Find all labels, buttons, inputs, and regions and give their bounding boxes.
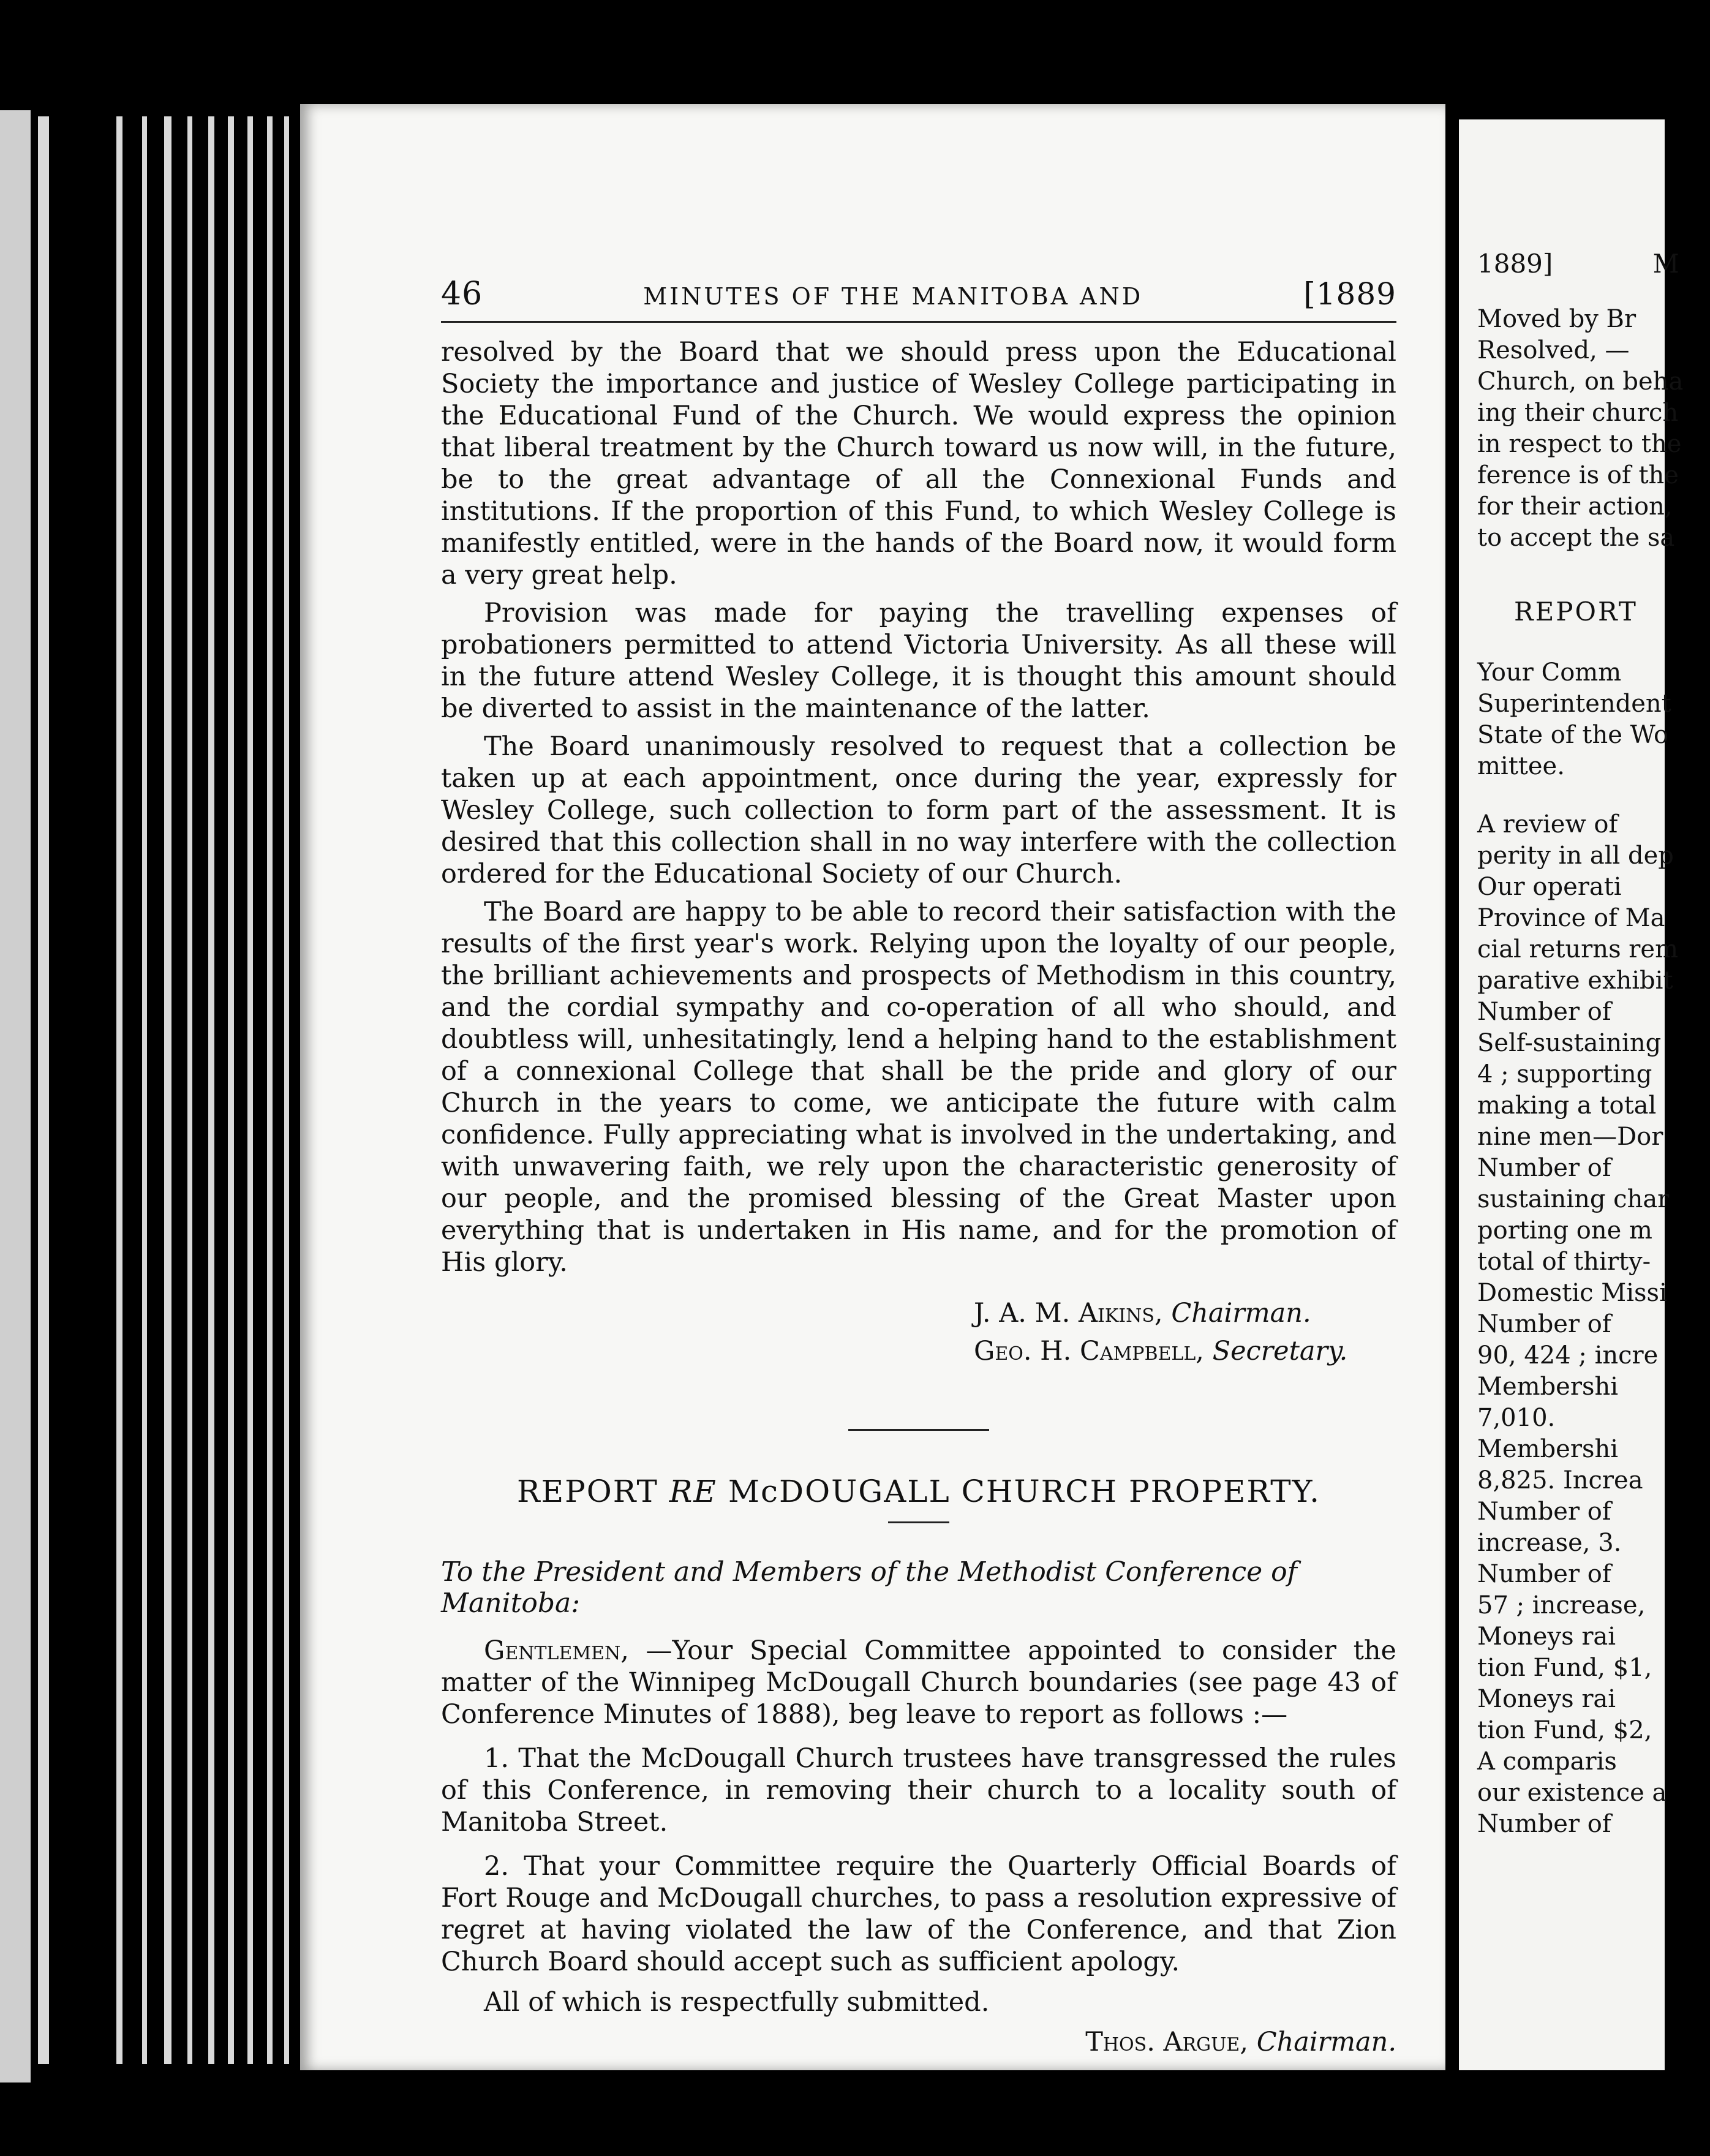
facing-line: nine men—Dor — [1477, 1123, 1663, 1151]
signer-name: Thos. Argue, — [1085, 2027, 1249, 2057]
paragraph: The Board are happy to be able to record their satisfaction with the results of the first year's work. Relying upon the loyalty of our people, the brilliant achievements and prospects of Methodism in this country, and the cordial sympathy and co-operation of all who should, and doubtless will, unhesitatingly, lend a helping hand to the establishment of a connexional College that shall be the pride and glory of our Church in the years to come, we anticipate the future with calm confidence. Fully appreciating what is involved in the undertaking, and with unwavering faith, we rely upon the characteristic generosity of our people, and the promised blessing of the Great Master upon everything that is undertaken in His name, and for the promotion of His glory. — [441, 897, 1396, 1278]
facing-line: 4 ; supporting — [1477, 1060, 1652, 1088]
page-edge-stripe — [284, 116, 289, 2064]
facing-lines-b — [1477, 657, 1710, 782]
facing-line: 57 ; increase, — [1477, 1591, 1646, 1619]
secretary-name: Geo. H. Campbell, — [974, 1336, 1204, 1366]
facing-year: 1889] — [1477, 249, 1553, 279]
report-signature — [441, 2027, 1396, 2057]
facing-line: Number of — [1477, 1810, 1611, 1838]
previous-page-edge — [0, 110, 31, 2082]
facing-line: cial returns rem — [1477, 935, 1679, 963]
paragraph: The Board unanimously resolved to request that a collection be taken up at each appointment, once during the year, expressly for Wesley College, such collection to form part of the assessment. It is desired that this collection shall in no way interfere with the collection ordered for the Educational Society of our Church. — [441, 731, 1396, 889]
title-underline — [888, 1521, 949, 1523]
chairman-name: J. A. M. Aikins, — [974, 1298, 1163, 1329]
facing-line: Moneys rai — [1477, 1685, 1616, 1713]
facing-line: tion Fund, $2, — [1477, 1716, 1652, 1744]
report-title-post: McDOUGALL CHURCH PROPERTY. — [728, 1474, 1321, 1509]
facing-line: Number of — [1477, 1560, 1611, 1588]
secretary-signature — [974, 1332, 1396, 1370]
report-item: 1. That the McDougall Church trustees have transgressed the rules of this Conference, in removing their church to a locality south of Manitoba Street. — [441, 1743, 1396, 1838]
page-number: 46 — [441, 276, 483, 312]
facing-line: total of thirty- — [1477, 1248, 1651, 1276]
signature-block — [441, 1294, 1396, 1370]
facing-line: ference is of the — [1477, 461, 1679, 489]
facing-line: Resolved, — — [1477, 336, 1630, 364]
facing-line: tion Fund, $1, — [1477, 1654, 1652, 1682]
facing-line: 7,010. — [1477, 1404, 1556, 1432]
page-edge-stripe — [267, 116, 273, 2064]
facing-line: in respect to the — [1477, 430, 1682, 458]
facing-line: Self-sustaining — [1477, 1029, 1662, 1057]
facing-line: Province of Ma — [1477, 904, 1665, 932]
facing-line: Your Comm — [1477, 658, 1622, 687]
page-edge-stripe — [228, 116, 234, 2064]
facing-head-letter: M — [1652, 249, 1679, 279]
facing-running-head — [1477, 248, 1710, 279]
paragraph: resolved by the Board that we should press upon the Educational Society the importance and justice of Wesley College participating in the Educational Fund of the Church. We would express the opinion that liberal treatment by the Church toward us now will, in the future, be to the great advantage of all the Connexional Funds and institutions. If the proportion of this Fund, to which Wesley College is manifestly entitled, were in the hands of the Board now, it would form a very great help. — [441, 337, 1396, 590]
report-title — [441, 1474, 1396, 1509]
book-edge — [0, 0, 303, 2156]
facing-line: parative exhibit — [1477, 967, 1673, 995]
facing-line: State of the Wo — [1477, 721, 1669, 749]
facing-line: for their action, — [1477, 492, 1673, 521]
page-edge-stripe — [164, 116, 171, 2064]
facing-line: Church, on beha — [1477, 368, 1684, 396]
facing-lines-c — [1477, 809, 1710, 1840]
facing-line: increase, 3. — [1477, 1529, 1622, 1557]
document-page — [300, 104, 1445, 2070]
facing-line: sustaining char — [1477, 1185, 1670, 1213]
running-head — [441, 276, 1396, 323]
facing-line: Membershi — [1477, 1435, 1619, 1463]
page-edge-stripe — [247, 116, 253, 2064]
facing-line: mittee. — [1477, 752, 1565, 780]
chairman-title: Chairman. — [1171, 1298, 1311, 1329]
facing-line: Number of — [1477, 1498, 1611, 1526]
facing-page-content — [1477, 248, 1710, 1840]
page-edge-stripe — [208, 116, 214, 2064]
facing-line: A comparis — [1477, 1747, 1617, 1776]
intro-text: —Your Special Committee appointed to consider the matter of the Winnipeg McDougall Church boundaries (see page 43 of Conference Minutes of 1888), beg leave to report as follows :— — [441, 1635, 1396, 1730]
facing-line: Number of — [1477, 1310, 1611, 1338]
chairman-signature — [974, 1294, 1396, 1332]
facing-line: Our operati — [1477, 873, 1622, 901]
page-edge-stripe — [116, 116, 122, 2064]
facing-line: Membershi — [1477, 1373, 1619, 1401]
page-content — [441, 276, 1396, 2057]
closing-line: All of which is respectfully submitted. — [484, 1987, 990, 2018]
section-divider — [848, 1429, 989, 1431]
salutation: Gentlemen, — [484, 1635, 629, 1666]
paragraph: Provision was made for paying the travelling expenses of probationers permitted to attend Victoria University. As all these will in the future attend Wesley College, it is thought this amount should be diverted to assist in the maintenance of the latter. — [441, 598, 1396, 724]
report-address: To the President and Members of the Methodist Conference of Manitoba: — [441, 1556, 1297, 1619]
facing-report-heading: REPORT — [1514, 597, 1638, 627]
report-item: 2. That your Committee require the Quarterly Official Boards of Fort Rouge and McDougall churches, to pass a resolution expressive of regret at having violated the law of the Conference, and that Zion Church Board should accept such as sufficient apology. — [441, 1851, 1396, 1977]
facing-line: ing their church — [1477, 399, 1679, 427]
page-edge-stripe — [187, 116, 192, 2064]
signer-title: Chairman. — [1256, 2027, 1396, 2057]
facing-line: Moved by Br — [1477, 305, 1637, 333]
facing-line: porting one m — [1477, 1216, 1652, 1245]
facing-line: 90, 424 ; incre — [1477, 1341, 1659, 1370]
facing-line: to accept the sa — [1477, 524, 1675, 552]
facing-line: perity in all dep — [1477, 842, 1674, 870]
facing-line: making a total — [1477, 1091, 1657, 1120]
secretary-title: Secretary. — [1212, 1336, 1348, 1366]
facing-page — [1445, 119, 1684, 2070]
facing-line: Domestic Missi — [1477, 1279, 1667, 1307]
facing-line: Superintendent — [1477, 690, 1671, 718]
facing-line: our existence a — [1477, 1779, 1667, 1807]
facing-line: Moneys rai — [1477, 1623, 1616, 1651]
report-title-pre: REPORT — [516, 1474, 658, 1509]
report-title-re: RE — [669, 1474, 717, 1509]
page-edge-stripe — [142, 116, 147, 2064]
facing-line: 8,825. Increa — [1477, 1466, 1643, 1494]
facing-line: Number of — [1477, 998, 1611, 1026]
page-edge-stripe — [38, 116, 49, 2064]
running-title: MINUTES OF THE MANITOBA AND — [643, 283, 1143, 310]
facing-line: A review of — [1477, 810, 1618, 839]
facing-lines-a — [1477, 304, 1710, 554]
report-intro — [441, 1635, 1396, 1730]
facing-line: Number of — [1477, 1154, 1611, 1182]
running-year: [1889 — [1303, 276, 1396, 312]
